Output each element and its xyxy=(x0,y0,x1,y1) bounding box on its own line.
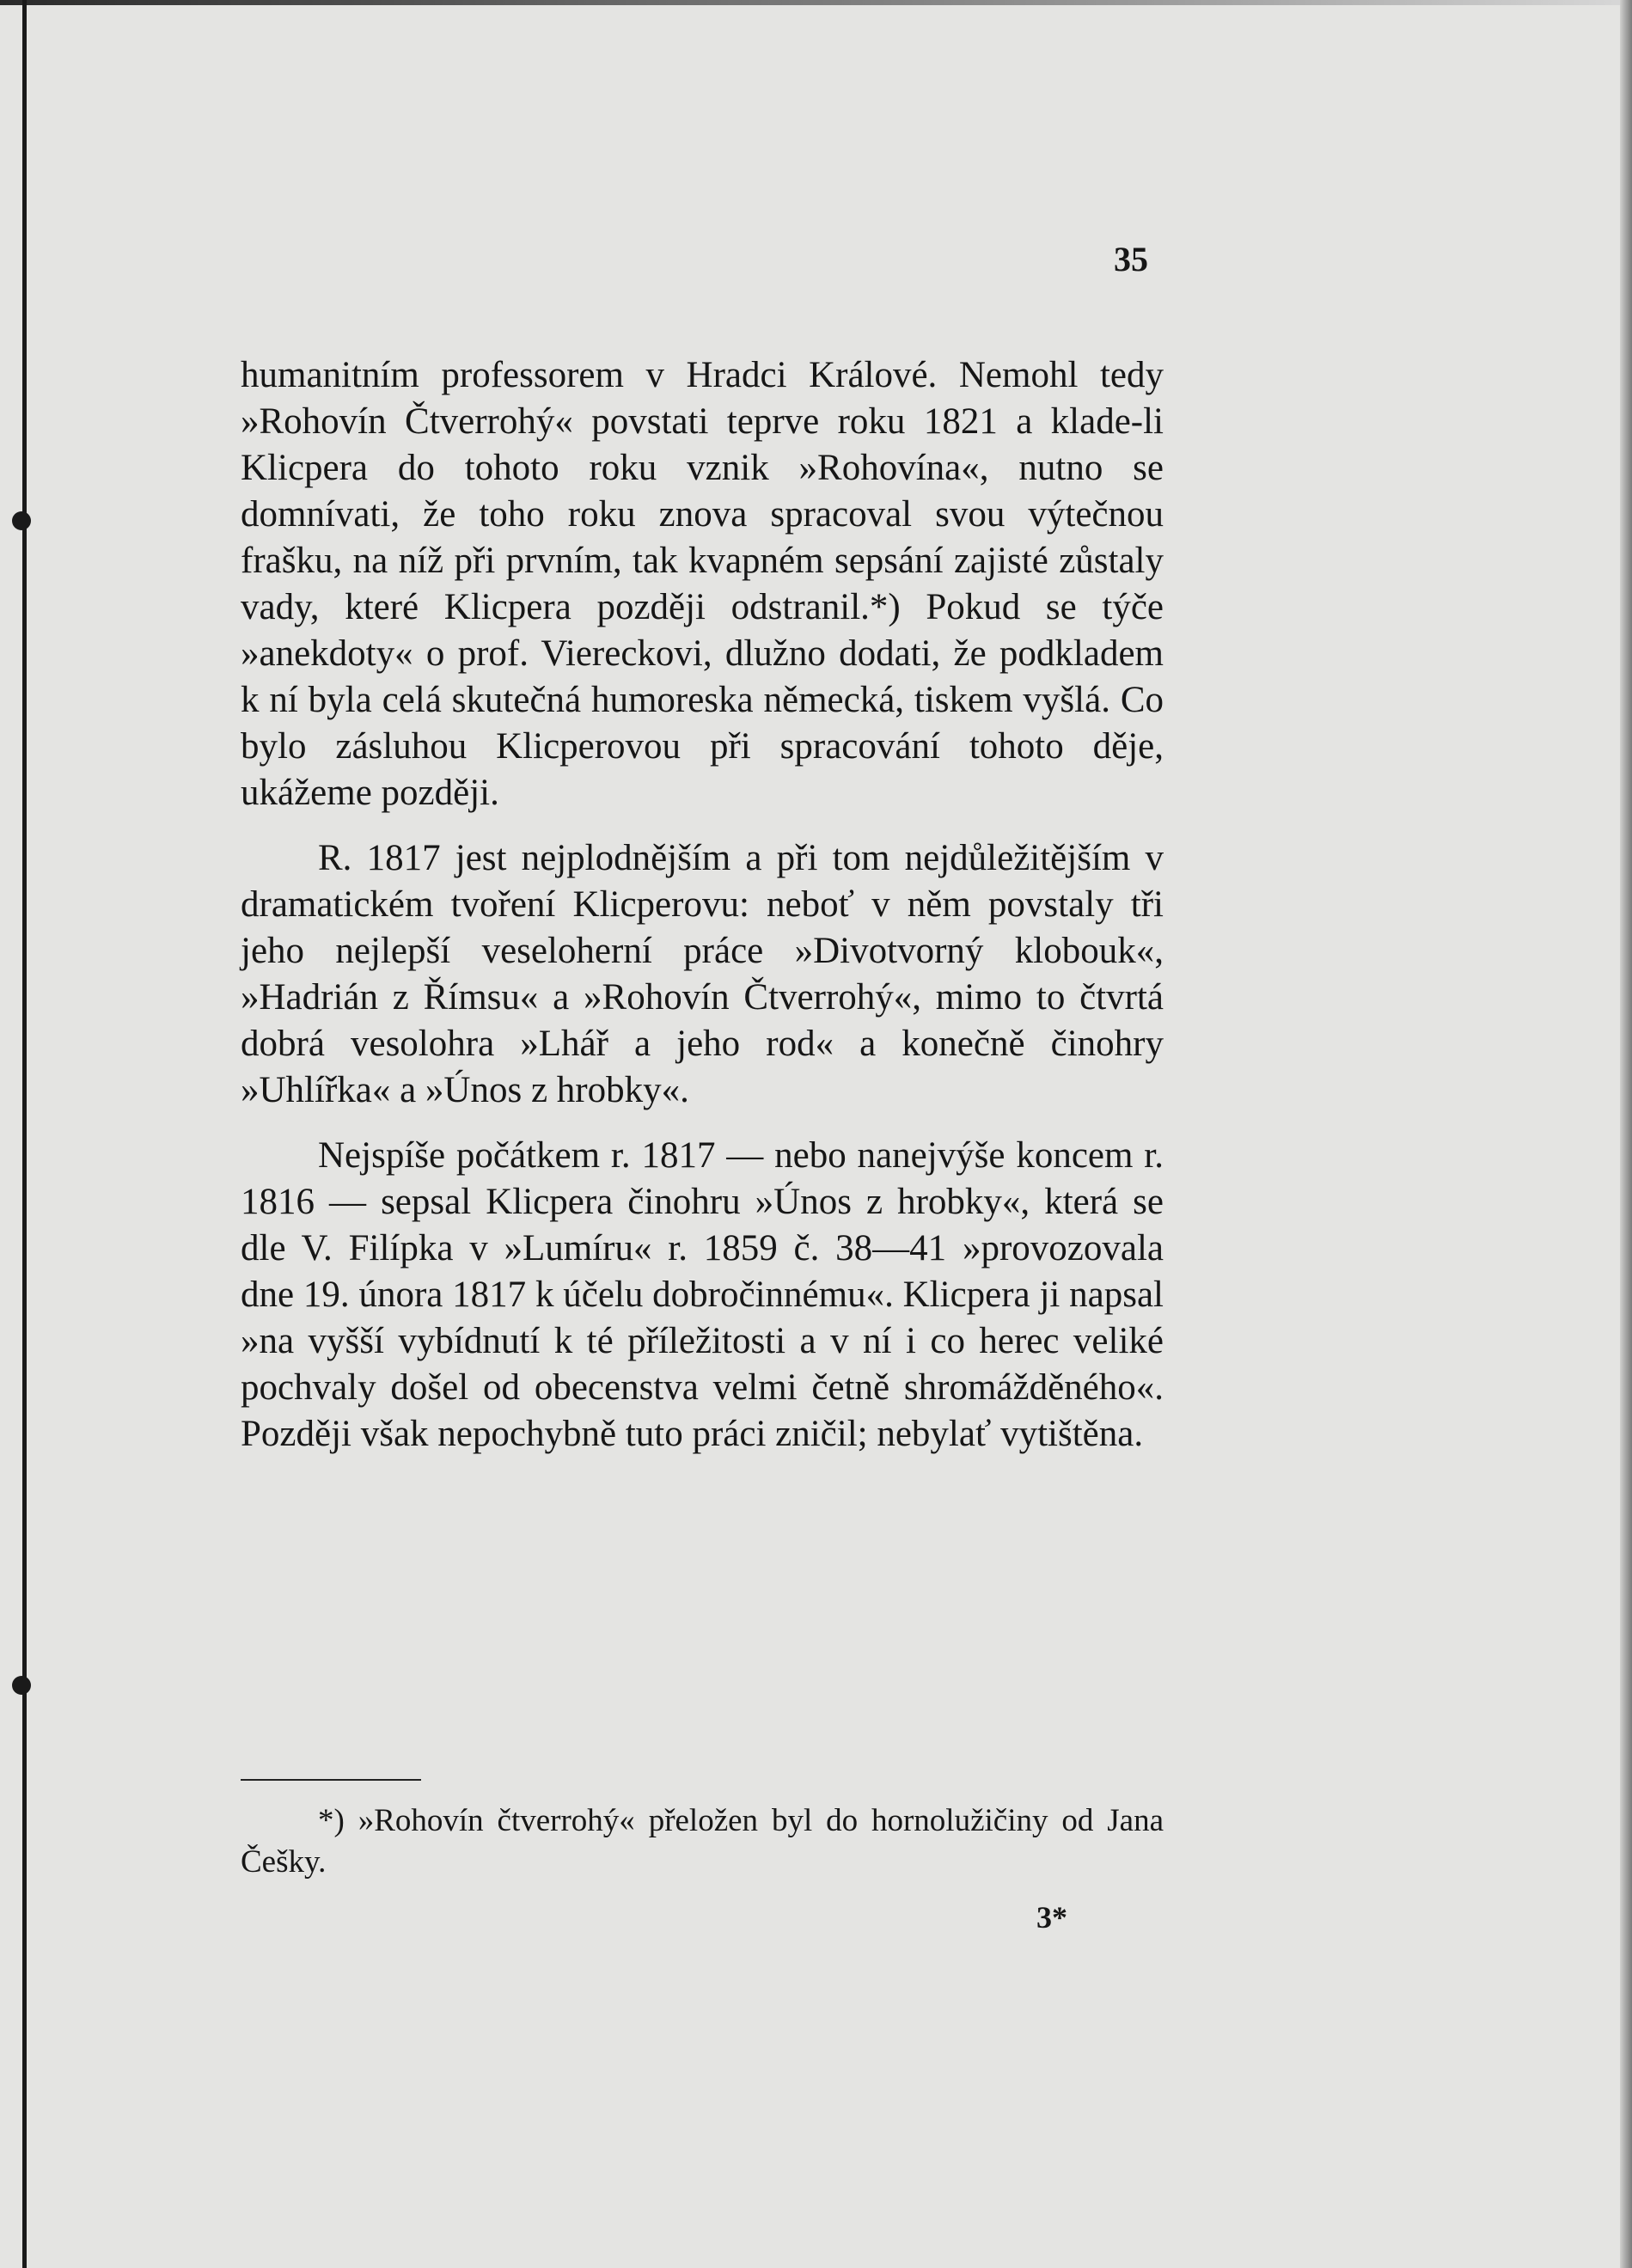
body-text xyxy=(241,352,1164,1476)
paragraph-unos-z-hrobky: Nejspíše počátkem r. 1817 — nebo nanejvýše koncem r. 1816 — sepsal Klicpera činohru »Únos z hrobky«, která se dle V. Filípka v »Lumíru« r. 1859 č. 38—41 »provozovala dne 19. února 1817 k účelu dobročinnému«. Klicpera ji napsal »na vyšší vybídnutí k té příležitosti a v ní i co herec veliké pochvaly došel od obecenstva velmi četně shromážděného«. Později však nepochybně tuto práci zničil; nebylať vytištěna. xyxy=(241,1135,1164,1454)
signature-mark: 3* xyxy=(1036,1900,1067,1935)
paragraph-continuation: humanitním professorem v Hradci Králové. Nemohl tedy »Rohovín Čtverrohý« povstati teprve roku 1821 a klade-li Klicpera do tohoto roku vznik »Rohovína«, nutno se domnívati, že toho roku znova spracoval svou výtečnou frašku, na níž při prvním, tak kvapném sepsání zajisté zůstaly vady, které Klicpera později odstranil.*) Pokud se týče »anekdoty« o prof. Viereckovi, dlužno dodati, že podkladem k ní byla celá skutečná humoreska německá, tiskem vyšlá. Co bylo zásluhou Klicperovou při spracování tohoto děje, ukážeme později. xyxy=(241,355,1164,813)
binding-notch xyxy=(12,1676,31,1695)
footnote: *) »Rohovín čtverrohý« přeložen byl do hornolužičiny od Jana Češky. xyxy=(241,1803,1164,1880)
paragraph-1817: R. 1817 jest nejplodnějším a při tom nejdůležitějším v dramatickém tvoření Klicperovu: neboť v něm povstaly tři jeho nejlepší veseloherní práce »Divotvorný klobouk«, »Hadrián z Římsu« a »Rohovín Čtverrohý«, mimo to čtvrtá dobrá vesolohra »Lhář a jeho rod« a konečně činohry »Uhlířka« a »Únos z hrobky«. xyxy=(241,838,1164,1110)
scan-left-edge xyxy=(22,0,27,2268)
footnote-divider xyxy=(241,1779,421,1781)
binding-notch xyxy=(12,511,31,530)
scan-right-edge xyxy=(1620,0,1632,2268)
page-number: 35 xyxy=(1114,240,1148,278)
scan-top-edge xyxy=(0,0,1632,5)
